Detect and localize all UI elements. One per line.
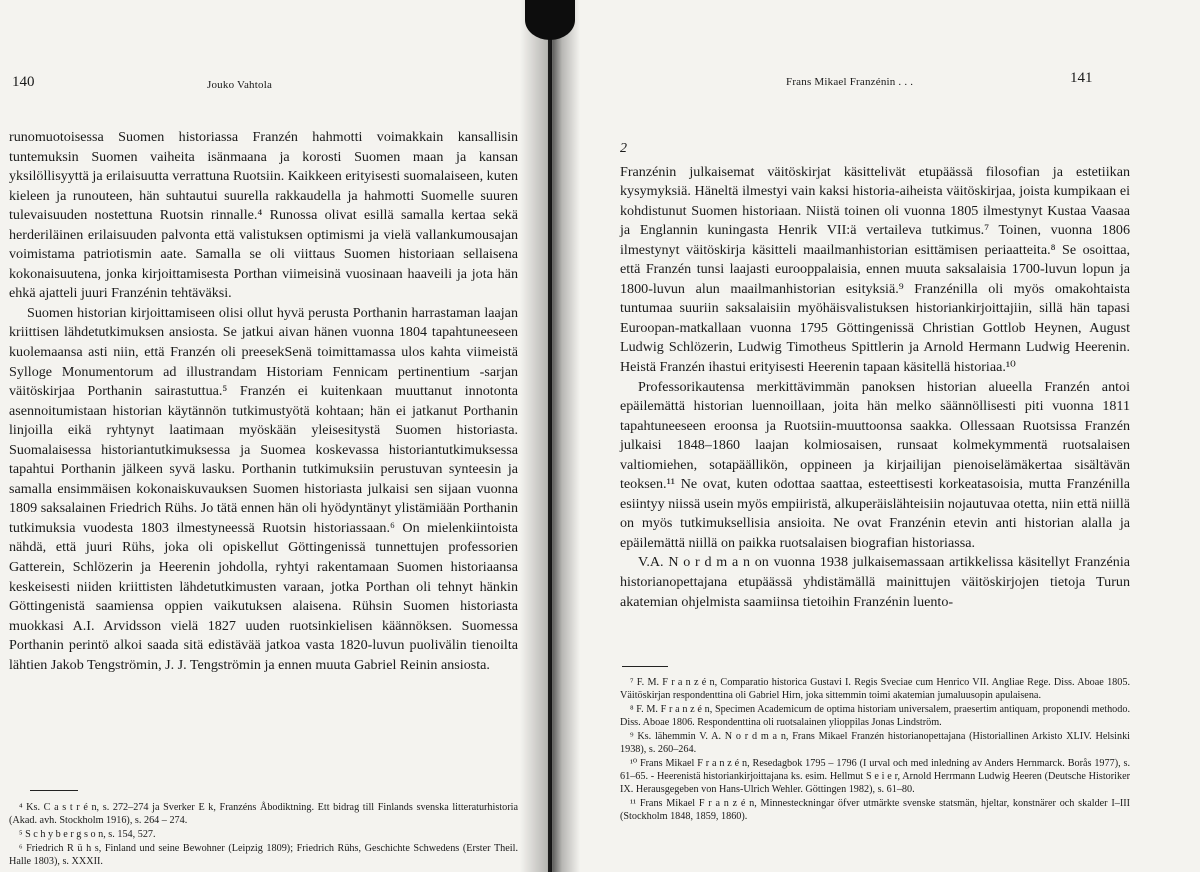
footnote: ⁸ F. M. F r a n z é n, Specimen Academicum de optima historiam universalem, praesertim antiquam, proponendi methodo. Diss. Aboae 1806. Respondenttina oli ruotsalainen ylioppilas Jonas Lindström. <box>620 703 1130 729</box>
footnote-rule <box>30 790 78 791</box>
left-page <box>0 0 548 872</box>
section-number: 2 <box>620 141 627 156</box>
paragraph: runomuotoisessa Suomen historiassa Franzén hahmotti voimakkain kansallisin tuntemuksin Suomen vaiheita isänmaana ja korosti Suomen maan ja kansan yksilöllisyyttä ja erilaisuutta verrattuna Ruotsiin. Kaikkeen erityisesti suomalaiseen, kuten kieleen ja runouteen, hän suhtautui suurella rakkaudella ja hahmotti Suomelle suuren tulevaisuuden nostettuna Ruotsin rinnalle.⁴ Runossa olivat esillä samalla kertaa sekä herderiläinen erilaisuuden palvonta että valistuksen optimismi ja vielä vallankumousajan voimistama patriotismin aate. Samalla se oli viittaus Suomen historiaan sellaisena kokonaisuutena, jonka kirjoittamisesta Porthan viimeisinä vuosinaan haaveili ja jota hän ehkä ajatteli juuri Franzénin tehtäväksi. <box>9 129 518 302</box>
right-body-text <box>620 139 1130 612</box>
footnote: ⁹ Ks. lähemmin V. A. N o r d m a n, Frans Mikael Franzén historianopettajana (Historiallinen Arkisto XLIV. Helsinki 1938), s. 260–264. <box>620 730 1130 756</box>
page-number-left: 140 <box>12 74 35 90</box>
footnote: ¹¹ Frans Mikael F r a n z é n, Minnesteckningar öfver utmärkte svenske statsmän, hjeltar, konstnärer och skalder I–III (Stockholm 1848, 1859, 1860). <box>620 797 1130 823</box>
book-spine-dark <box>525 0 575 40</box>
paragraph: V.A. N o r d m a n on vuonna 1938 julkaisemassaan artikkelissa käsitellyt Franzénia historianopettajana etupäässä yhdistämällä mainittujen väitöskirjojen tietoja Turun akatemian ohjelmista saamiinsa tietoihin Franzénin luento- <box>620 554 1130 610</box>
footnote: ⁶ Friedrich R ü h s, Finland und seine Bewohner (Leipzig 1809); Friedrich Rühs, Geschichte Schwedens (Erster Theil. Halle 1803), s. XXXII. <box>9 842 518 867</box>
page-number-right: 141 <box>1070 70 1093 86</box>
footnote: ⁴ Ks. C a s t r é n, s. 272–274 ja Sverker E k, Franzéns Åbodiktning. Ett bidrag till Finlands svenska litteraturhistoria (Akad. avh. Stockholm 1916), s. 264 – 274. <box>9 802 518 827</box>
book-gutter-shadow <box>520 0 580 872</box>
footnote: ⁷ F. M. F r a n z é n, Comparatio historica Gustavi I. Regis Sveciae cum Henrico VII. Angliae Rege. Diss. Aboae 1805. Väitöskirjan respondenttina oli Gabriel Hirn, joka sittemmin toimi akatemian jumaluusopin apulaisena. <box>620 677 1130 702</box>
left-body-text <box>9 128 518 675</box>
footnote: ⁵ S c h y b e r g s o n, s. 154, 527. <box>19 828 156 840</box>
footnote-rule <box>622 666 668 667</box>
running-head-left: Jouko Vahtola <box>207 79 273 91</box>
paragraph: Suomen historian kirjoittamiseen olisi ollut hyvä perusta Porthanin harrastaman laajan kriittisen lähdetutkimuksen ansiosta. Se jatkui aivan hänen vuonna 1804 tapahtuneeseen kuolemaansa asti niin, että Franzén oli preesekSenä toimittamassa ulos kahta viimeistä Sylloge Monumentorum ad illustrandam Historiam Fennicam pertinentium -sarjan väitöskirjaa Porthanin sairastuttua.⁵ Franzén ei kuitenkaan muuttanut innotonta asennoitumistaan historian käytännön tutkimustyötä kohtaan; hän ei jatkanut Porthanin linjoilla eikä ryhtynyt laatimaan myöskään yleisesitystä Suomen historiasta. Suomalaisessa historiantutkimuksessa ja Suomea koskevassa historiantutkimuksessa tapahtui Porthanin jälkeen syvä lasku. Porthanin tutkimuksiin perustuvan synteesin ja samalla ensimmäisen kokonaiskuvauksen Suomen historiasta julkaisi sen sijaan vuonna 1809 saksalainen Friedrich Rühs. Jo tätä ennen hän oli hyödyntänyt ylistämiään Porthanin tutkimuksia vuodesta 1803 ilmestyneessä Ruotsin historiassaan.⁶ On mielenkiintoista nähdä, että juuri Rühs, joka oli opiskellut Göttingenissä tunnettujen professorien Gatterein, Schlözerin ja Heerenin johdolla, ryhtyi rakentamaan Suomen historiaansa keskeisesti niiden kriittisten lähdetutkimusten varaan, jotka Porthan oli tehnyt hänkin Göttingenistä saamiensa oppien vaikutuksen alaisena. Rühsin Suomen historiasta muokkasi A.I. Arvidsson vielä 1827 uuden ruotsinkielisen käännöksen. Suomessa Porthanin perintö alkoi saada sitä edistävää jatkoa vasta 1820-luvun puolivälin tienoilta lähtien Jakob Tengströmin, J. J. Tengströmin ja ennen muuta Gabriel Reinin ansiosta. <box>9 304 518 673</box>
running-head-right: Frans Mikael Franzénin . . . <box>786 76 914 88</box>
footnote: ¹⁰ Frans Mikael F r a n z é n, Resedagbok 1795 – 1796 (I urval och med inledning av Anders Hernmarck. Borås 1977), s. 61–65. - Heerenistä historiankirjoittajana ks. esim. Hellmut S e i e r, Arnold Herrmann Ludwig Heeren (Deutsche Historiker IX. Herausgegeben von Hans-Ulrich Wehler. Göttingen 1982), s. 61–80. <box>620 757 1130 796</box>
right-page <box>552 0 1200 872</box>
paragraph: Professorikautensa merkittävimmän panoksen historian alueella Franzén antoi epäilemättä historian luennoillaan, joita hän melko säännöllisesti piti vuonna 1811 tapahtuneeseen eroonsa ja Ruotsiin-muuttoonsa saakka. Ollessaan Ruotsissa Franzén julkaisi 1848–1860 laajan kolmiosaisen, runsaat kolmekymmentä ruotsalaisen valtiomiehen, sotapäällikön, oppineen ja kirjailijan pienoiselämäkertaa sisältävän teoksen.¹¹ Ne ovat, kuten odottaa saattaa, esteettisesti korkeatasoisia, mutta Franzénilla esiintyy niissä usein myös empiiristä, alkuperäislähteisiin nojautuvaa otetta, niin että niillä on myös tutkimuksellisia ansioita. Ne ovat Franzénin etevin anti historian alalla ja epäilemättä niillä on paikka ruotsalaisen biografian historiassa. <box>620 378 1130 551</box>
paragraph: Franzénin julkaisemat väitöskirjat käsittelivät etupäässä filosofian ja estetiikan kysymyksiä. Häneltä ilmestyi vain kaksi historia-aiheista väitöskirjaa, joista kumpikaan ei kohdistunut Suomen historiaan. Niistä toinen oli vuonna 1805 ilmestynyt Kustaa Vaasaa ja Englannin kuningasta Henrik VII:ä vertaileva tutkimus.⁷ Toinen, vuonna 1806 ilmestynyt väitöskirja käsitteli maailmanhistorian esittämisen periaatteita.⁸ Se osoittaa, että Franzén tunsi laajasti eurooppalaisia, ennen muuta saksalaisia 1700-luvun lopun ja 1800-luvun alun maailmanhistorian esityksiä.⁹ Franzénilla oli myös omakohtaista tuntumaa suuriin saksalaisiin myöhäisvalistuksen historiankirjoittajiin, sillä hän tapasi Euroopan-matkallaan vuonna 1795 Göttingenissä Christian Gottlob Heynen, August Ludwig Schlözerin, Ludwig Timotheus Spittlerin ja Arnold Hermann Ludwig Heerenin. Heistä Franzén ihastui erityisesti Heerenin tapaan käsitellä historiaa.¹⁰ <box>620 163 1130 376</box>
right-footnotes <box>620 676 1130 824</box>
left-footnotes <box>9 801 518 869</box>
